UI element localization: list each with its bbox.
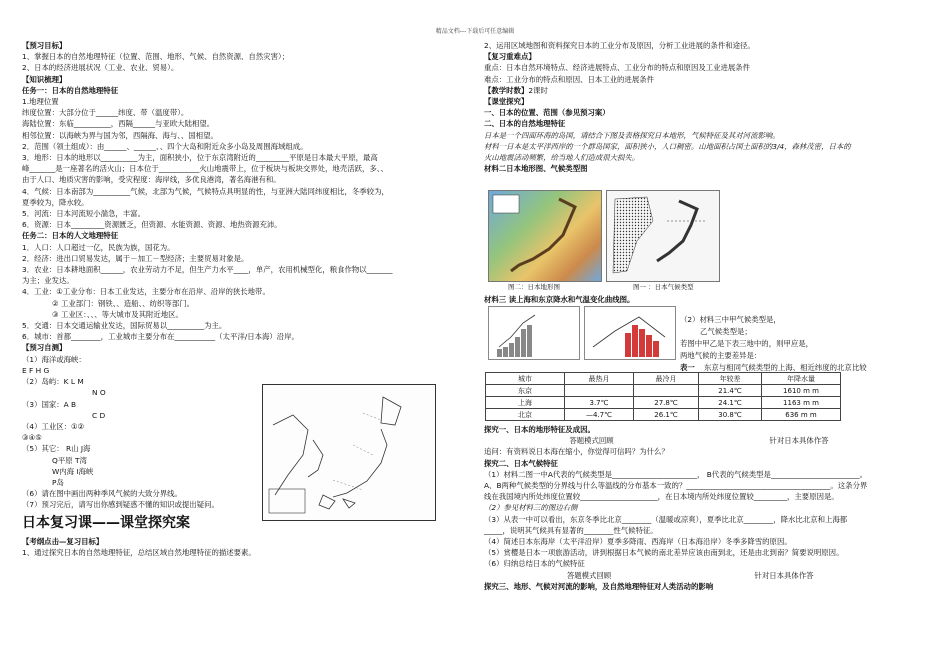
terrain-map-image [488,190,602,282]
q7: （7）预习完后，请写出你感到疑惑不懂的知识或提出疑问。 [22,500,219,510]
table-desc: 东京与相同气候类型的上海、相近纬度的北京比较 [704,363,867,372]
table-cell: 26.1℃ [634,409,699,421]
table-cell: 上海 [486,397,565,409]
material-1a: 日本是一个四面环海的岛国，请结合下图及表格探究日本地形，气候特征及其对河流影响。 [484,130,780,140]
climate-chart-jia-svg [489,307,579,359]
rivers: 5．河流：日本河流短小湍急，丰富。 [22,209,145,219]
relative-position: 相邻位置：以海峡为界与国为邻，西隔海、海与、、国相望。 [22,130,218,140]
table-header: 最热月 [565,373,634,385]
industry-3: ③ 工业区：、、、等大城市及其附近地区。 [52,309,183,319]
table-header: 城市 [486,373,565,385]
answer-specific-2: 针对日本具体作答 [754,570,814,580]
extent: 2．范围（领土组成）：由______、______、、四个大岛和附近众多小岛及周围海域组成。 [22,141,308,151]
difficult-point: 难点：工业分布的特点和原因、日本工业的进展条件 [484,74,654,84]
task2-title: 任务二：日本的人文地理特征 [22,231,119,241]
q5-c: P岛 [52,477,64,487]
goal-1: 1、掌握日本的自然地理特征（位置、范围、地形、气候、自然资源、自然灾害）； [22,52,290,62]
table-cell [565,385,634,397]
japan-outline-map-svg [263,385,435,520]
table-cell: 24.1℃ [699,397,762,409]
keypoints-title: 【复习重难点】 [484,52,536,62]
table-cell [634,385,699,397]
table-cell: 3.7℃ [565,397,634,409]
climate-q3: （3）从表一中可以看出，东京冬季比北京________（温暖或凉爽），夏季比北京________，降水比北京和上海都 [484,514,848,524]
right-column-lower [484,424,929,592]
task1-title: 任务一：日本的自然地理特征 [22,85,119,95]
sea-position: 海陆位置：东临__________，西隔______与亚欧大陆相望。 [22,119,215,129]
climate-1: 4．气候：日本南部为__________气候，北部为气候，气候特点具明显的性，与亚洲大陆同纬度相比，冬季较为， [22,186,389,196]
hours-value: 2课时 [528,85,548,95]
q5-b: W内海 I海峡 [52,466,94,476]
table-cell: 北京 [486,409,565,421]
material-1b: 材料一日本是太平洋西岸的一个群岛国家，面积狭小，人口稠密。山地面积占国土面积的3/4，森林茂密，日本的 [484,141,851,151]
population: 1．人口：人口超过一亿，民族为族，国花为。 [22,242,175,252]
review-title: 日本复习课——课堂探究案 [22,514,190,531]
q-chart-2: 乙气候类型是； [700,327,752,336]
hours-label: 【教学时数】 [484,85,529,95]
location-heading: 1.地理位置 [22,97,59,107]
climate-q4: （4）简述日本东海岸（太平洋沿岸）夏季多降雨、西海岸（日本海沿岸）冬季多降雪的原因。 [484,537,792,547]
q-chart-3: 若图中甲乙是下表三地中的，则甲应是， [680,339,814,348]
answer-mode: 答题模式回顾 [569,436,614,446]
q2: （2）岛屿：K L M [22,377,84,387]
climate-q2: （2）参见材料三的图边右侧 [484,503,578,513]
inquiry-2: 二、日本的自然地理特征 [484,119,566,129]
exam-point-2: 2、运用区域地图和资料探究日本的工业分布及原因，分析工业进展的条件和途径。 [484,41,755,50]
table-cell: —4.7℃ [565,409,634,421]
table-header: 年较差 [699,373,762,385]
inquiry-title: 【课堂探究】 [484,97,529,107]
latitude: 纬度位置：大部分位于______纬度、带（温度带）。 [22,108,189,118]
climate-q1: （1）材料二图一中A代表的气候类型是_______________________， B代表的气候类型是________________________。 [484,469,868,479]
selftest-title: 【预习自测】 [22,343,67,353]
climate-comparison-table [485,372,841,421]
material-2-figures [488,190,718,290]
terrain-question: 追问：有资料说日本海在缩小，你觉得可信吗？为什么？ [484,447,669,457]
economy: 2．经济：进出口贸易发达，属于－加工－型经济；主要贸易对象是。 [22,253,249,263]
table-header-row [486,373,841,385]
cities: 6．城市：首都________，工业城市主要分布在___________（太平洋/日本海）沿岸。 [22,332,299,342]
q-chart-1: （2）材料三中甲气候类型是， [680,315,781,324]
q2-answer: N O [92,388,106,398]
climate-q6: （6）归纳总结日本的气候特征 [484,559,585,569]
climate-map-caption: 图一 ：日本气候类型 [633,283,694,291]
q1-answer: E F H G [22,365,50,375]
terrain-map-caption: 图二：日本地形图 [508,283,560,291]
climate-map-svg [607,191,719,281]
q5: （5）其它： R山 J海 [22,444,91,454]
exam-points-title: 【考纲点击—复习目标】 [22,536,104,546]
table-row [486,409,841,421]
terrain-3: 由于人口、地质灾害的影响，受灾程度：海岸线，多优良港湾，著名海港有和。 [22,175,281,185]
climate-chart-jia [488,306,580,360]
climate-inquiry: 探究二、日本气候特征 [484,458,558,468]
key-point: 重点：日本自然环境特点、经济进展特点、工业分布的特点和原因及工业进展条件 [484,63,751,73]
q1: （1）海洋或海峡： [22,354,86,364]
terrain-map-svg [489,191,601,281]
table-header: 年降水量 [762,373,841,385]
climate-map-image [606,190,720,282]
resources: 6．资源：日本_________资源匮乏，但资源、水能资源、资源、地热资源充沛。 [22,220,282,230]
impact-inquiry: 探究三、地形、气候对河流的影响，及自然地理特征对人类活动的影响 [484,581,714,591]
climate-2: 夏季较为，降水较。 [22,197,89,207]
q3: （3）国家：A B [22,399,77,409]
table-header: 最冷月 [634,373,699,385]
page-header: 精品文档---下载后可任意编辑 [435,28,515,35]
q6: （6）请在图中画出两种季风气候的大致分界线。 [22,489,182,499]
answer-mode-2: 答题模式回顾 [566,570,612,580]
q4-answer: ③④⑤ [22,433,42,443]
climate-chart-yi-svg [585,307,675,359]
table-cell: 636 m m [762,409,841,421]
table-cell: 27.8℃ [634,397,699,409]
exam-point-1: 1、通过探究日本的自然地理特征，总结区域自然地理特征的描述要素。 [22,547,256,557]
climate-q3b: _____，说明其气候具有显著的________性气候特征。 [484,525,658,535]
climate-q1b: A、B两种气候类型的分界线与什么等温线的分布基本一致的？_______________________________________。这条分界 [484,481,868,491]
table-cell: 1610 m m [762,385,841,397]
q4: （4）工业区：①② [22,421,85,431]
terrain-1: 3．地形：日本的地形以__________为主，面积狭小，位于东京湾附近的_________平原是日本最大平原，最高 [22,153,378,163]
answer-specific: 针对日本具体作答 [769,436,829,446]
climate-chart-yi [584,306,676,360]
table-cell: 21.4℃ [699,385,762,397]
climate-q5: （5）赏樱是日本一项旅游活动，讲到根据日本气候的南北差异应该由南到北，还是由北到南？简要说明原因。 [484,548,844,558]
terrain-inquiry: 探究一、日本的地形特征及成因。 [484,425,595,434]
agriculture-1: 3．农业：日本耕地面积______，农业劳动力不足，但生产力水平____，单产，农用机械型化，粮食作物以_______ [22,265,393,275]
climate-charts [488,306,674,360]
table-cell: 30.8℃ [699,409,762,421]
agriculture-2: 为主；业发达。 [22,276,74,286]
climate-q1c: 线在我国境内所处纬度位置较_____________________，在日本境内所处纬度位置较_________，主要原因是。 [484,492,839,502]
prestudy-goal-title: 【预习目标】 [22,41,67,50]
table-cell: 1163 m m [762,397,841,409]
right-column [484,40,929,174]
transport: 5．交通：日本交通运输业发达，国际贸易以__________为主。 [22,321,227,331]
table-cell: 东京 [486,385,565,397]
table-row [486,397,841,409]
knowledge-title: 【知识梳理】 [22,74,67,84]
industry-2: ② 工业部门：钢铁、、造船、、纺织等部门。 [52,298,194,308]
q3-answer: C D [92,410,106,420]
industry-1: 4．工业：①工业分布：日本工业发达，主要分布在沿岸、沿岸的狭长地带。 [22,287,270,297]
goal-2: 2、日本的经济进展状况（工业、农业、贸易）。 [22,63,179,73]
table-row [486,385,841,397]
material-1c: 火山地震活动频繁，给当地人们造成很大损失。 [484,153,640,163]
table-label: 表一 [680,363,695,372]
material-3: 材料三 读上海和东京降水和气温变化曲线图。 [484,295,635,304]
terrain-2: 峰_______是一座著名的活火山；日本位于___________火山地震带上，位于板块与板块交界处，地壳活跃，多、、 [22,164,388,174]
q5-a: Q平原 T湾 [52,455,87,465]
material-2: 材料二日本地形图、气候类型图 [484,164,588,174]
inquiry-1: 一、日本的位置、范围（参见预习案） [484,108,610,118]
japan-outline-map [262,384,436,521]
q-chart-4: 两地气候的主要差异是： [680,351,762,360]
